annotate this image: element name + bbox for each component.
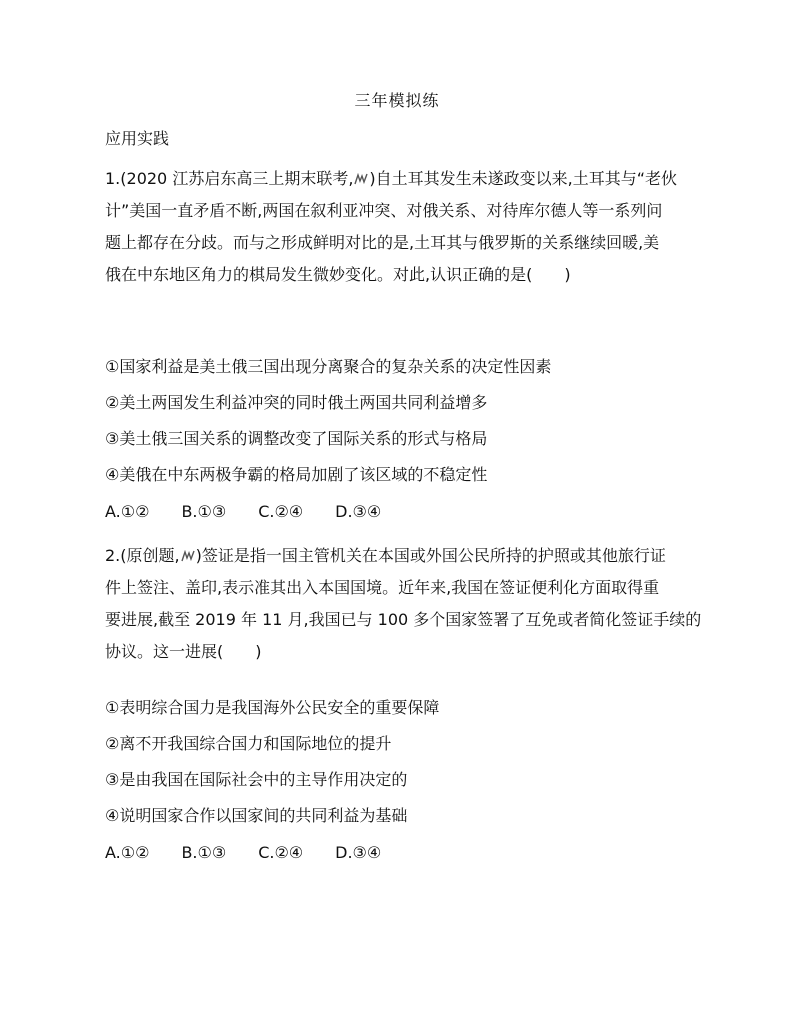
question-stem-line: 计”美国一直矛盾不断,两国在叙利亚冲突、对俄关系、对待库尔德人等一系列问 xyxy=(105,201,663,220)
statement-option: ②美土两国发生利益冲突的同时俄土两国共同利益增多 xyxy=(105,393,488,412)
answer-choice-c[interactable]: C.②④ xyxy=(258,843,304,862)
question-stem-line: 俄在中东地区角力的棋局发生微妙变化。对此,认识正确的是( ) xyxy=(105,265,571,284)
question-stem-line: 签证是指一国主管机关在本国或外国公民所持的护照或其他旅行证 xyxy=(201,546,666,565)
question-1-first-line xyxy=(105,163,695,195)
question-1-answers xyxy=(105,500,381,524)
statement-option: ③是由我国在国际社会中的主导作用决定的 xyxy=(105,770,408,789)
question-number: 2. xyxy=(105,546,121,565)
question-stem-line: 协议。这一进展( ) xyxy=(105,642,262,661)
statement-option: ①国家利益是美土俄三国出现分离聚合的复杂关系的决定性因素 xyxy=(105,357,552,376)
question-stem-line: 件上签注、盖印,表示准其出入本国国境。近年来,我国在签证便利化方面取得重 xyxy=(105,578,660,597)
question-stem-line: 自土耳其发生未遂政变以来,土耳其与“老伙 xyxy=(375,169,678,188)
answer-choice-c[interactable]: C.②④ xyxy=(258,502,304,521)
statement-option: ④说明国家合作以国家间的共同利益为基础 xyxy=(105,806,408,825)
answer-choice-a[interactable]: A.①② xyxy=(105,843,150,862)
section-heading: 应用实践 xyxy=(105,129,170,148)
answer-choice-a[interactable]: A.①② xyxy=(105,502,150,521)
question-number: 1. xyxy=(105,169,121,188)
question-source: (原创题, xyxy=(120,546,180,565)
star-difficulty-icon xyxy=(354,173,368,185)
question-source: (2020 江苏启东高三上期末联考, xyxy=(120,169,354,188)
question-2-first-line xyxy=(105,540,695,572)
statement-option: ④美俄在中东两极争霸的格局加剧了该区域的不稳定性 xyxy=(105,465,488,484)
star-difficulty-icon xyxy=(181,550,195,562)
question-stem-line: 要进展,截至 2019 年 11 月,我国已与 100 多个国家签署了互免或者简化签证手续的 xyxy=(105,610,702,629)
question-2 xyxy=(105,540,702,668)
answer-choice-b[interactable]: B.①③ xyxy=(181,502,227,521)
statement-option: ③美土俄三国关系的调整改变了国际关系的形式与格局 xyxy=(105,429,488,448)
page-title: 三年模拟练 xyxy=(354,91,440,110)
question-source-end: ) xyxy=(195,546,202,565)
question-1 xyxy=(105,163,695,291)
question-stem-line: 题上都存在分歧。而与之形成鲜明对比的是,土耳其与俄罗斯的关系继续回暖,美 xyxy=(105,233,660,252)
statement-option: ①表明综合国力是我国海外公民安全的重要保障 xyxy=(105,698,440,717)
answer-choice-b[interactable]: B.①③ xyxy=(181,843,227,862)
statement-option: ②离不开我国综合国力和国际地位的提升 xyxy=(105,734,392,753)
answer-choice-d[interactable]: D.③④ xyxy=(335,502,382,521)
answer-choice-d[interactable]: D.③④ xyxy=(335,843,382,862)
question-source-end: ) xyxy=(369,169,376,188)
question-2-answers xyxy=(105,841,381,865)
